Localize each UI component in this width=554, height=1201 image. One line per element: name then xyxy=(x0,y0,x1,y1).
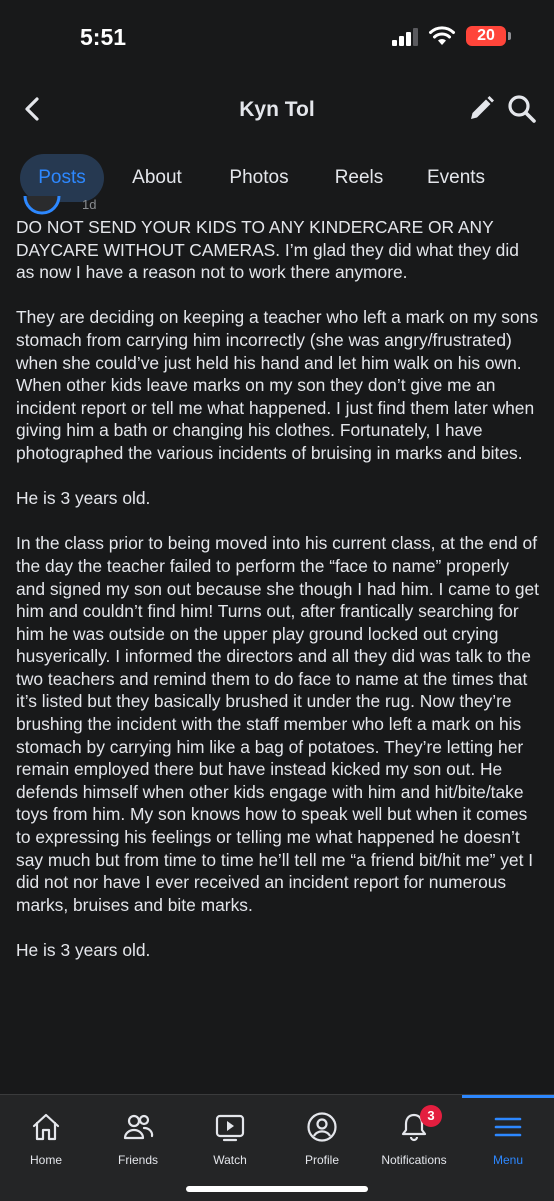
nav-watch[interactable] xyxy=(184,1095,276,1185)
post-paragraph: He is 3 years old. xyxy=(16,488,151,509)
profile-icon xyxy=(306,1111,338,1143)
status-bar xyxy=(0,0,554,72)
notification-badge: 3 xyxy=(420,1105,442,1127)
page-title: Kyn Tol xyxy=(239,98,315,121)
home-icon xyxy=(30,1111,62,1143)
wifi-icon xyxy=(428,26,456,46)
nav-profile[interactable] xyxy=(276,1095,368,1185)
tab-reels[interactable]: Reels xyxy=(334,167,384,188)
nav-label: Home xyxy=(29,1153,62,1167)
tab-about[interactable]: About xyxy=(132,167,182,188)
post-paragraph: They are deciding on keeping a teacher who left a mark on my sons stomach from carrying him incorrectly (she was angry/frustrated) when she could’ve just held his hand and let him walk on his own. When other kids leave marks on my son they don’t give me an incident report or tell me what happened. I just find them later when giving him a bath or changing his clothes. Fortunately, I have photographed the various incidents of bruising in marks and bites. xyxy=(16,307,539,463)
friends-icon xyxy=(122,1111,154,1143)
nav-label: Friends xyxy=(117,1153,158,1167)
nav-home[interactable] xyxy=(0,1095,92,1185)
post-timestamp: 1d xyxy=(82,197,97,212)
battery-tip xyxy=(508,32,511,40)
post-paragraph: In the class prior to being moved into his current class, at the end of the day the teacher failed to perform the “face to name” properly and signed my son out because she though I had him. I came to get him and couldn’t find him! Turns out, after frantically searching for him he was outside on the upper play ground locked out crying husyerically. I informed the directors and all they did was talk to the two teachers and remind them to do face to name at the times that it’s listed but they basically brushed it under the rug. Now they’re brushing the incident with the staff member who left a mark on his stomach by carrying him like a bag of potatoes. They’re letting her remain employed there but have instead kicked my son out. He defends himself when other kids engage with him and hit/bite/take toys from him. My son knows how to speak well but when it comes to expressing his feelings or telling me what happened he doesn’t say much but from time to time he’ll tell me “a friend bit/hit me” yet I did not nor have I ever received an incident report for numerous marks, bruises and bite marks. xyxy=(16,533,540,915)
tab-events[interactable]: Events xyxy=(426,167,486,188)
nav-label: Profile xyxy=(304,1153,339,1167)
tab-posts[interactable]: Posts xyxy=(20,154,104,202)
post-paragraph: He is 3 years old. xyxy=(16,940,151,960)
nav-label: Menu xyxy=(492,1153,524,1167)
watch-icon xyxy=(214,1111,246,1143)
post-body xyxy=(16,216,540,1091)
menu-icon xyxy=(492,1111,524,1143)
post-paragraph: DO NOT SEND YOUR KIDS TO ANY KINDERCARE OR ANY DAYCARE WITHOUT CAMERAS. I’m glad they did what they did as now I have a reason not to work there anymore. xyxy=(16,217,519,283)
avatar[interactable] xyxy=(22,196,62,216)
pencil-icon[interactable] xyxy=(466,94,496,124)
status-time: 5:51 xyxy=(80,24,127,50)
battery-level: 20 xyxy=(466,26,506,46)
nav-menu[interactable] xyxy=(462,1095,554,1185)
search-icon[interactable] xyxy=(506,93,538,125)
nav-label: Watch xyxy=(213,1153,247,1167)
page-header xyxy=(0,80,554,140)
nav-friends[interactable] xyxy=(92,1095,184,1185)
tab-photos[interactable]: Photos xyxy=(229,167,289,188)
bottom-navigation xyxy=(0,1094,554,1201)
nav-label: Notifications xyxy=(381,1153,447,1167)
nav-notifications[interactable] xyxy=(368,1095,460,1185)
home-indicator[interactable] xyxy=(186,1186,368,1192)
active-indicator xyxy=(462,1095,554,1098)
signal-icon xyxy=(392,28,420,46)
